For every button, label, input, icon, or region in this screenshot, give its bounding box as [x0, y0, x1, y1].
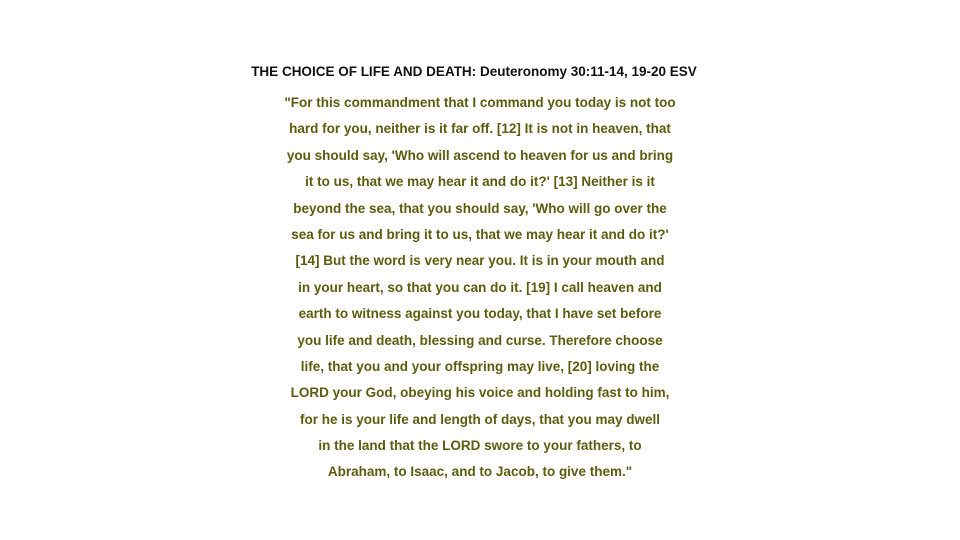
scripture-passage	[0, 90, 960, 486]
verse-line: hard for you, neither is it far off. [12] It is not in heaven, that	[289, 121, 671, 137]
verse-line: in the land that the LORD swore to your fathers, to	[318, 438, 642, 454]
verse-line: you should say, 'Who will ascend to heaven for us and bring	[286, 147, 674, 163]
title-heading: THE CHOICE OF LIFE AND DEATH:	[251, 64, 477, 79]
verse-line: earth to witness against you today, that I have set before	[298, 306, 662, 322]
slide-title	[0, 64, 948, 79]
verse-line: sea for us and bring it to us, that we may hear it and do it?'	[291, 226, 669, 242]
verse-line: [14] But the word is very near you. It is in your mouth and	[295, 253, 665, 269]
verse-line: for he is your life and length of days, that you may dwell	[299, 411, 661, 427]
verse-line: "For this commandment that I command you today is not too	[284, 95, 676, 110]
verse-line: life, that you and your offspring may live, [20] loving the	[300, 358, 660, 374]
verse-line: Abraham, to Isaac, and to Jacob, to give them."	[327, 464, 633, 480]
verse-line: you life and death, blessing and curse. Therefore choose	[297, 332, 663, 348]
verse-line: beyond the sea, that you should say, 'Who will go over the	[293, 200, 667, 216]
verse-line: LORD your God, obeying his voice and holding fast to him,	[290, 385, 670, 401]
verse-line: in your heart, so that you can do it. [19] I call heaven and	[298, 279, 662, 295]
title-reference: Deuteronomy 30:11-14, 19-20 ESV	[479, 64, 697, 79]
verse-line: it to us, that we may hear it and do it?' [13] Neither is it	[305, 174, 655, 190]
